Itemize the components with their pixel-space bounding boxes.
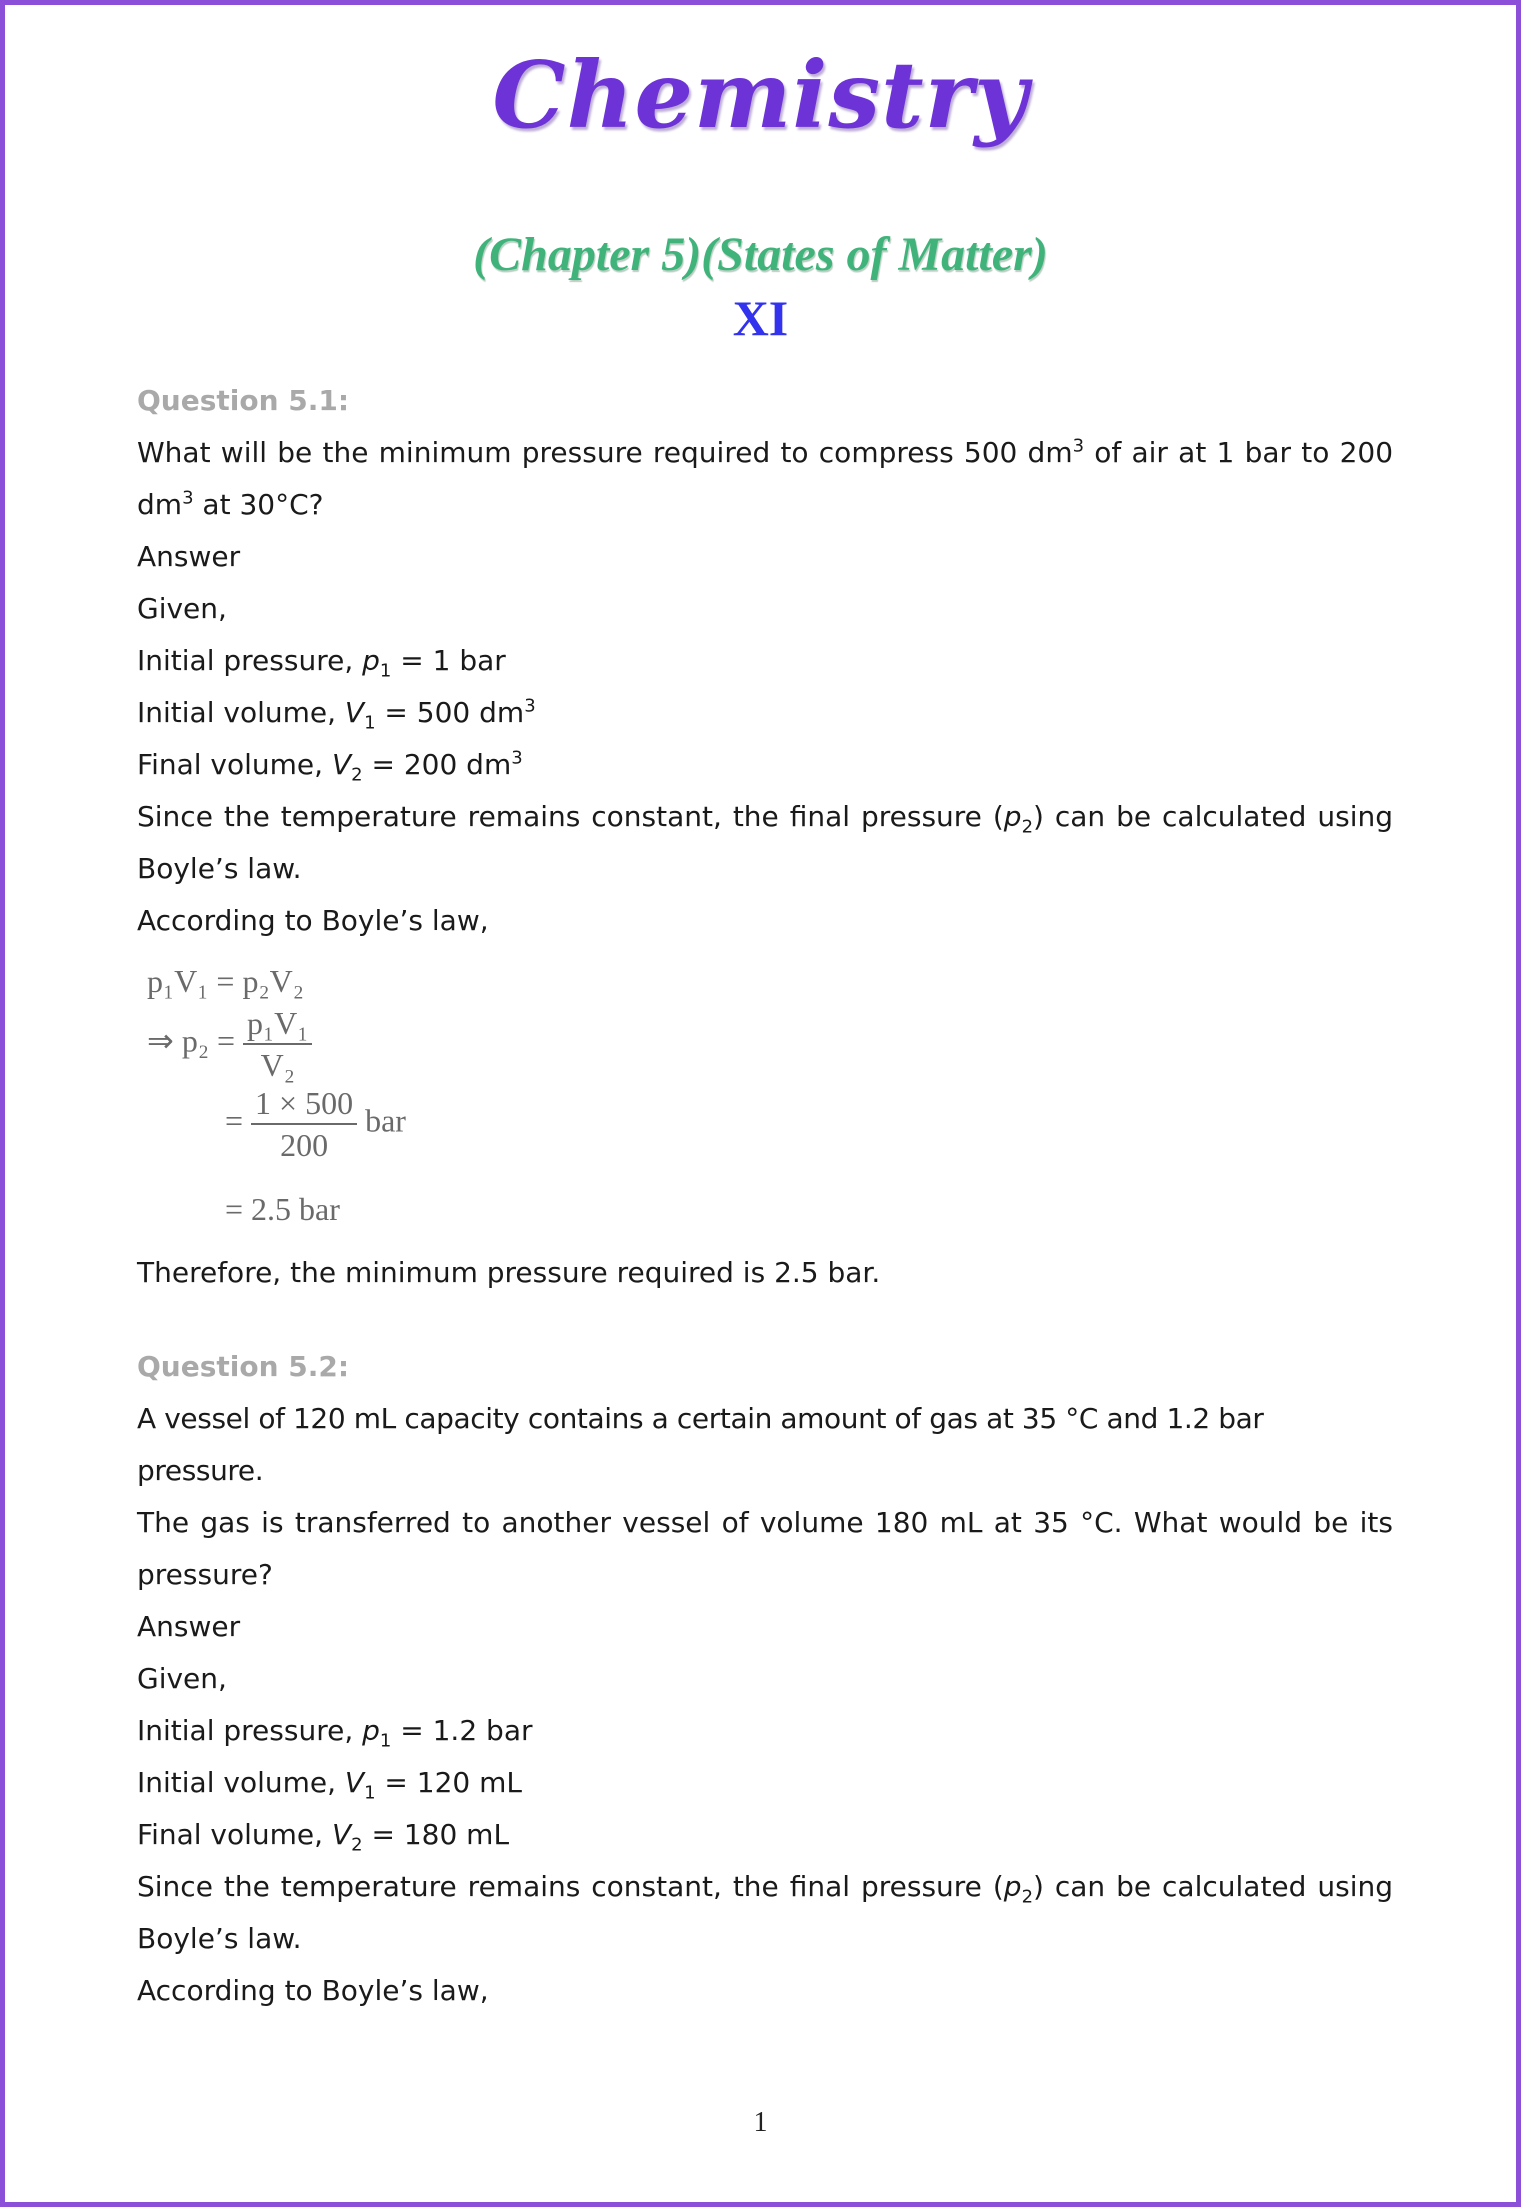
given-label-text: Initial volume, xyxy=(137,696,345,729)
superscript: 3 xyxy=(1072,435,1085,457)
given-value: = 200 dm xyxy=(362,748,512,781)
explanation-line: Boyle’s law. xyxy=(137,852,302,885)
according-label: According to Boyle’s law, xyxy=(137,904,489,937)
given-initial-volume xyxy=(137,1757,1393,1809)
given-initial-pressure xyxy=(137,1705,1393,1757)
given-final-volume xyxy=(137,739,1393,791)
question-text: at 30°C? xyxy=(193,488,324,521)
page-number: 1 xyxy=(753,2107,768,2138)
variable: V xyxy=(344,696,365,729)
subscript: 1 xyxy=(364,1782,376,1804)
equation-line-1: p₁V₁ = p₂V₂ xyxy=(147,963,304,999)
question-text-line: The gas is transferred to another vessel of volume 180 mL at 35 °C. What would be its xyxy=(137,1506,1393,1539)
fraction-denominator: V₂ xyxy=(243,1043,312,1085)
given-final-volume xyxy=(137,1809,1393,1861)
answer-label: Answer xyxy=(137,540,241,573)
question-heading: Question 5.1: xyxy=(137,384,350,417)
variable: p xyxy=(1003,800,1022,833)
given-value: = 1 bar xyxy=(391,644,506,677)
variable: p xyxy=(1003,1870,1022,1903)
subscript: 2 xyxy=(1021,1886,1034,1908)
superscript: 3 xyxy=(511,747,523,769)
variable: p xyxy=(362,1714,380,1747)
given-label-text: Initial pressure, xyxy=(137,644,363,677)
subscript: 2 xyxy=(351,764,363,786)
given-label-text: Initial pressure, xyxy=(137,1714,363,1747)
question-5-1 xyxy=(137,375,1393,1299)
explanation-text: Since the temperature remains constant, the final pressure ( xyxy=(137,1870,1004,1903)
question-text-line: pressure? xyxy=(137,1558,273,1591)
fraction-denominator: 200 xyxy=(251,1123,357,1165)
variable: V xyxy=(331,748,352,781)
given-value: = 500 dm xyxy=(375,696,525,729)
explanation-text: ) can be calculated using xyxy=(1033,800,1393,833)
explanation-text: ) can be calculated using xyxy=(1033,1870,1393,1903)
question-text-line: A vessel of 120 mL capacity contains a certain amount of gas at 35 °C and 1.2 bar pressure. xyxy=(137,1402,1264,1487)
superscript: 3 xyxy=(524,695,536,717)
answer-label: Answer xyxy=(137,1610,241,1643)
given-label: Given, xyxy=(137,592,227,625)
equation-fraction xyxy=(243,1003,312,1085)
given-value: = 1.2 bar xyxy=(391,1714,533,1747)
subscript: 1 xyxy=(379,660,392,682)
question-text: dm xyxy=(137,488,183,521)
question-text: of air at 1 bar to 200 xyxy=(1084,436,1394,469)
fraction-numerator: 1 × 500 xyxy=(255,1085,354,1121)
subscript: 1 xyxy=(364,712,376,734)
boyles-law-equation xyxy=(137,947,1393,1247)
equation-unit: bar xyxy=(365,1102,406,1139)
given-label-text: Final volume, xyxy=(137,1818,332,1851)
question-text-line xyxy=(137,427,1393,479)
question-5-2 xyxy=(137,1341,1393,2017)
question-text-line xyxy=(137,479,1393,531)
fraction-numerator: p₁V₁ xyxy=(247,1005,309,1041)
given-label-text: Final volume, xyxy=(137,748,332,781)
given-value: = 120 mL xyxy=(375,1766,523,1799)
variable: p xyxy=(362,644,380,677)
equation-line-2 xyxy=(147,1003,312,1085)
explanation-line xyxy=(137,791,1393,843)
given-label: Given, xyxy=(137,1662,227,1695)
superscript: 3 xyxy=(182,487,194,509)
equation-implies: ⇒ p₂ = xyxy=(147,1022,236,1059)
question-heading: Question 5.2: xyxy=(137,1350,350,1383)
chapter-heading: (Chapter 5)(States of Matter) xyxy=(473,228,1048,281)
question-text: What will be the minimum pressure required to compress 500 dm xyxy=(137,436,1073,469)
equation-fraction xyxy=(251,1083,357,1165)
page-content xyxy=(137,375,1393,2017)
explanation-line xyxy=(137,1861,1393,1913)
variable: V xyxy=(331,1818,352,1851)
subscript: 2 xyxy=(1021,816,1034,838)
explanation-line: Boyle’s law. xyxy=(137,1922,302,1955)
variable: V xyxy=(344,1766,365,1799)
document-title: Chemistry xyxy=(492,41,1029,149)
given-value: = 180 mL xyxy=(362,1818,510,1851)
subscript: 2 xyxy=(351,1834,363,1856)
according-label: According to Boyle’s law, xyxy=(137,1974,489,2007)
given-label-text: Initial volume, xyxy=(137,1766,345,1799)
explanation-text: Since the temperature remains constant, the final pressure ( xyxy=(137,800,1004,833)
given-initial-volume xyxy=(137,687,1393,739)
equation-result: = 2.5 bar xyxy=(225,1191,340,1227)
conclusion-text: Therefore, the minimum pressure required is 2.5 bar. xyxy=(137,1256,881,1289)
equation-equals: = xyxy=(225,1102,244,1139)
equation-line-3 xyxy=(225,1083,406,1165)
grade-label: XI xyxy=(732,290,789,346)
given-initial-pressure xyxy=(137,635,1393,687)
subscript: 1 xyxy=(379,1730,392,1752)
